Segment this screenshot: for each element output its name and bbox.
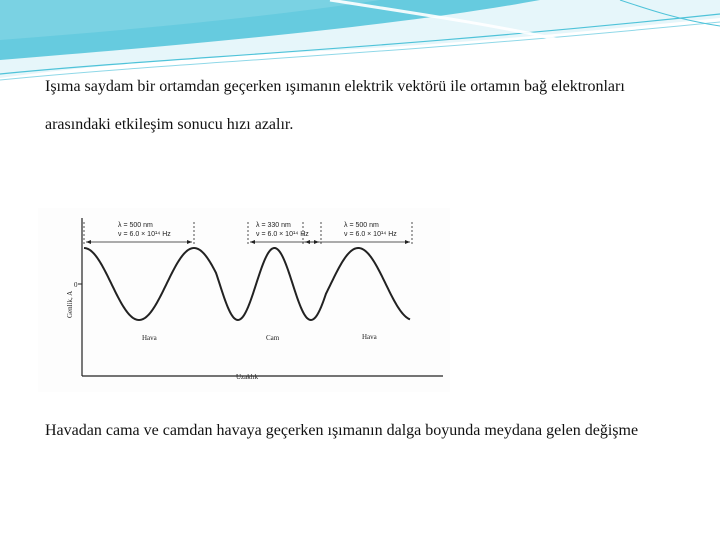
region-1-medium: Hava xyxy=(142,334,157,342)
x-axis-label: Uzaklık xyxy=(236,373,259,381)
region-2-wavelength: λ = 330 nm xyxy=(256,222,291,229)
wave-figure xyxy=(38,208,450,392)
region-2-frequency: ν = 6.0 × 10¹⁴ Hz xyxy=(256,231,309,238)
region-3-wavelength: λ = 500 nm xyxy=(344,222,379,229)
region-3-medium: Hava xyxy=(362,333,377,341)
region-1-wavelength: λ = 500 nm xyxy=(118,222,153,229)
region-1-frequency: ν = 6.0 × 10¹⁴ Hz xyxy=(118,231,171,238)
y-axis-label: Genlik, A xyxy=(66,290,74,318)
region-3-frequency: ν = 6.0 × 10¹⁴ Hz xyxy=(344,231,397,238)
light-wave-curve xyxy=(84,248,410,320)
paragraph-2: Havadan cama ve camdan havaya geçerken ışımanın dalga boyunda meydana gelen değişme xyxy=(45,422,639,439)
zero-label: 0 xyxy=(74,281,78,289)
paragraph-1: Işıma saydam bir ortamdan geçerken ışımanın elektrik vektörü ile ortamın bağ elektronları arasındaki etkileşim sonucu hızı azalır. xyxy=(45,78,625,133)
region-2-medium: Cam xyxy=(266,334,280,342)
